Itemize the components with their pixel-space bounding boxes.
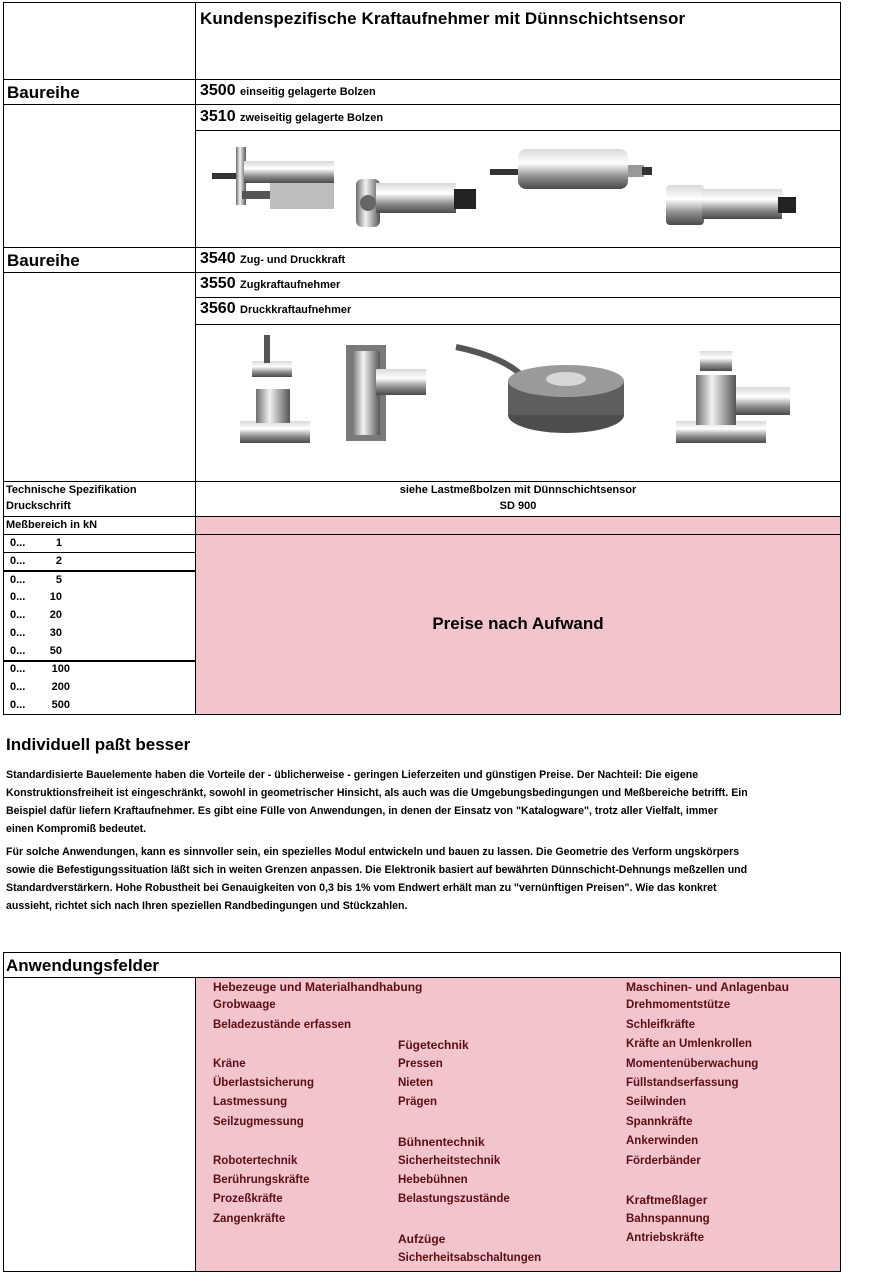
application-item: Seilzugmessung [213,1115,304,1128]
application-item: Prägen [398,1096,437,1109]
range-to: 5 [55,574,62,586]
application-category: Bühnentechnik [398,1135,485,1150]
application-item: Beladezustände erfassen [213,1018,352,1031]
pin-sensor-1 [212,147,334,209]
range-to: 1 [55,537,62,549]
application-item: Kräfte an Umlenkrollen [626,1038,752,1051]
application-item: Schleifkräfte [626,1018,696,1031]
product-photo-load-cells [196,325,840,481]
article-line: Standardverstärkern. Hohe Robustheit bei Genauigkeiten von 0,3 bis 1% vom Endwert erhält man zu "vernünftigen Preisen". Wie das konkret [6,882,717,894]
range-to: 500 [51,699,70,711]
application-item: Kräne [213,1057,246,1070]
range-item [10,555,62,567]
range-to: 30 [49,627,62,639]
spec-doc-label: Druckschrift [6,500,71,512]
application-item: Robotertechnik [213,1154,298,1167]
series1-row [200,82,376,100]
application-item: Füllstandserfassung [626,1077,739,1089]
range-from: 0... [10,574,26,586]
range-from: 0... [10,627,26,639]
application-item: Nieten [398,1077,434,1089]
application-item: Ankerwinden [626,1135,699,1148]
page-title: Kundenspezifische Kraftaufnehmer mit Dünnschichtsensor [200,9,686,28]
load-cell-4 [676,351,790,443]
range-to: 20 [49,609,62,621]
range-item [10,645,62,657]
spec-value: siehe Lastmeßbolzen mit Dünnschichtsensor [399,484,637,496]
article-line: aussieht, richtet sich nach Ihren speziellen Randbedingungen und Stückzahlen. [6,900,408,912]
application-item: Lastmessung [213,1096,288,1109]
article-line: Beispiel dafür liefern Kraftaufnehmer. Es gibt eine Fülle von Anwendungen, in denen der Einsatz von "Katalogware", trotz aller Vielfalt, immer [6,805,718,817]
series-description: Druckkraftaufnehmer [240,304,352,316]
series-number: 3560 [200,300,236,317]
application-item: Drehmomentstütze [626,999,731,1012]
load-cell-1 [240,335,310,443]
application-item: Grobwaage [213,999,276,1012]
range-to: 2 [55,555,62,567]
product-photo-pins [196,131,840,247]
application-category: Fügetechnik [398,1038,469,1053]
application-item: Zangenkräfte [213,1212,286,1225]
application-item: Bahnspannung [626,1212,710,1225]
pin-sensor-3 [490,149,652,189]
application-item: Belastungszustände [398,1193,510,1206]
article-heading: Individuell paßt besser [6,735,191,754]
applications-heading: Anwendungsfelder [6,956,160,975]
application-category: Kraftmeßlager [626,1193,708,1208]
price-text: Preise nach Aufwand [432,614,604,633]
load-cell-2 [346,345,426,441]
range-item [10,609,62,621]
article-paragraph-2 [6,843,872,915]
application-category: Maschinen- und Anlagenbau [626,980,789,994]
application-item: Spannkräfte [626,1115,693,1128]
range-from: 0... [10,681,26,693]
application-category: Aufzüge [398,1232,446,1247]
application-item: Hebebühnen [398,1174,468,1186]
series-description: Zugkraftaufnehmer [240,279,341,291]
application-item: Sicherheitstechnik [398,1154,501,1167]
pin-sensor-2 [356,179,476,227]
series-number: 3540 [200,250,236,267]
series-number: 3510 [200,108,236,125]
series-description: zweiseitig gelagerte Bolzen [240,112,384,124]
article-line: Konstruktionsfreiheit ist eingeschränkt, sowohl in geometrischer Hinsicht, als auch was die Umgebungsbedingungen und Meßbereiche betrifft. Ein [6,787,748,799]
application-item: Pressen [398,1057,443,1070]
application-item: Prozeßkräfte [213,1193,283,1206]
application-item: Überlastsicherung [213,1077,314,1089]
spec-document: SD 900 [499,500,537,512]
application-item: Antriebskräfte [626,1232,704,1245]
series-description: Zug- und Druckkraft [240,254,346,266]
range-from: 0... [10,699,26,711]
range-from: 0... [10,645,26,657]
load-cell-3 [456,347,624,433]
range-item [10,627,62,639]
spec-label: Technische Spezifikation [6,484,137,496]
series1-label: Baureihe [7,83,80,102]
range-item [10,663,70,675]
article-line: Für solche Anwendungen, kann es sinnvoller sein, ein spezielles Modul entwickeln und bauen zu lassen. Die Geometrie des Verform ungskörpers [6,846,740,858]
range-item [10,537,62,549]
range-to: 50 [49,645,62,657]
series2-row [200,275,340,293]
range-to: 200 [51,681,70,693]
range-item [10,591,62,603]
series-description: einseitig gelagerte Bolzen [240,86,376,98]
application-category: Hebezeuge und Materialhandhabung [213,980,423,994]
series-number: 3550 [200,275,236,292]
application-item: Berührungskräfte [213,1174,310,1186]
application-item: Förderbänder [626,1154,701,1167]
application-item: Seilwinden [626,1096,687,1109]
range-from: 0... [10,591,26,603]
application-item: Sicherheitsabschaltungen [398,1251,542,1264]
range-label: Meßbereich in kN [6,519,98,531]
range-from: 0... [10,663,26,675]
range-item [10,574,62,586]
range-from: 0... [10,609,26,621]
range-from: 0... [10,537,26,549]
application-item: Momentenüberwachung [626,1057,759,1070]
series2-label: Baureihe [7,251,80,270]
series1-row [200,108,383,126]
article-paragraph-1 [6,766,872,838]
range-to: 100 [51,663,70,675]
series-number: 3500 [200,82,236,99]
article-line: einen Kompromiß bedeutet. [6,823,147,835]
range-from: 0... [10,555,26,567]
range-item [10,681,70,693]
article-line: Standardisierte Bauelemente haben die Vorteile der - üblicherweise - geringen Lieferzeiten und günstigen Preise. Der Nachteil: Die eigene [6,769,699,781]
pin-sensor-4 [666,185,796,225]
article-line: sowie die Befestigungssituation läßt sich in weiten Grenzen anpassen. Die Elektronik basiert auf bewährten Dünnschicht-Dehnungs meßzellen und [6,864,748,876]
series2-row [200,300,351,318]
range-to: 10 [49,591,62,603]
series2-row [200,250,345,268]
range-item [10,699,70,711]
